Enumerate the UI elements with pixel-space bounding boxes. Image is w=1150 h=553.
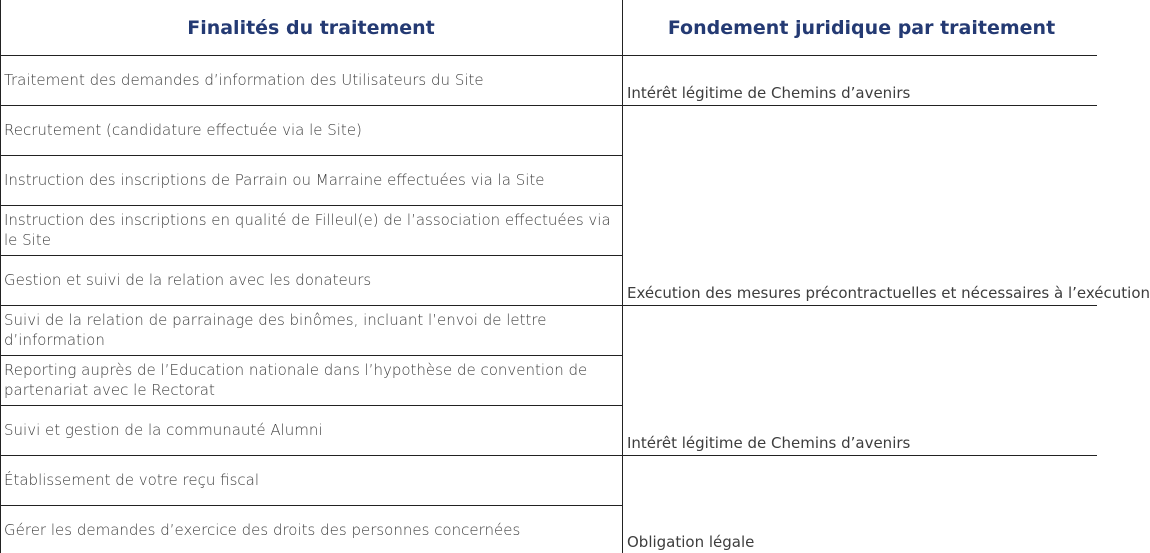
legal-basis-cell: Intérêt légitime de Chemins d’avenirs (627, 84, 911, 102)
row-divider (0, 205, 622, 206)
purpose-cell: Instruction des inscriptions en qualité de Filleul(e) de l’association effectuées via le Site (4, 211, 611, 249)
purpose-cell: Traitement des demandes d’information des Utilisateurs du Site (4, 71, 484, 89)
row-divider (0, 405, 622, 406)
column-divider (622, 0, 623, 553)
row-divider (0, 505, 622, 506)
purpose-cell: Instruction des inscriptions de Parrain ou Marraine effectuées via la Site (4, 171, 545, 189)
table-border-left (0, 0, 1, 553)
row-divider (0, 255, 622, 256)
row-divider (0, 305, 1097, 306)
purpose-cell: Gestion et suivi de la relation avec les donateurs (4, 271, 372, 289)
legal-basis-cell: Exécution des mesures précontractuelles et nécessaires à l’exécution (627, 284, 1150, 302)
purpose-cell: Recrutement (candidature effectuée via le Site) (4, 121, 362, 139)
purpose-cell: Reporting auprès de l’Education nationale dans l’hypothèse de convention de partenariat avec le Rectorat (4, 361, 588, 399)
row-divider (0, 155, 622, 156)
row-divider (0, 355, 622, 356)
legal-basis-cell: Intérêt légitime de Chemins d’avenirs (627, 434, 911, 452)
purpose-cell: Gérer les demandes d’exercice des droits des personnes concernées (4, 521, 521, 539)
row-divider (0, 455, 1097, 456)
purpose-cell: Suivi et gestion de la communauté Alumni (4, 421, 323, 439)
header-bottom-border (0, 55, 1097, 56)
purpose-cell: Établissement de votre reçu fiscal (4, 471, 260, 489)
legal-basis-cell: Obligation légale (627, 533, 755, 551)
purpose-cell: Suivi de la relation de parrainage des binômes, incluant l’envoi de lettre d’information (4, 311, 547, 349)
row-divider (0, 105, 1097, 106)
header-purposes: Finalités du traitement (187, 16, 435, 39)
header-legal-basis: Fondement juridique par traitement (667, 16, 1056, 39)
